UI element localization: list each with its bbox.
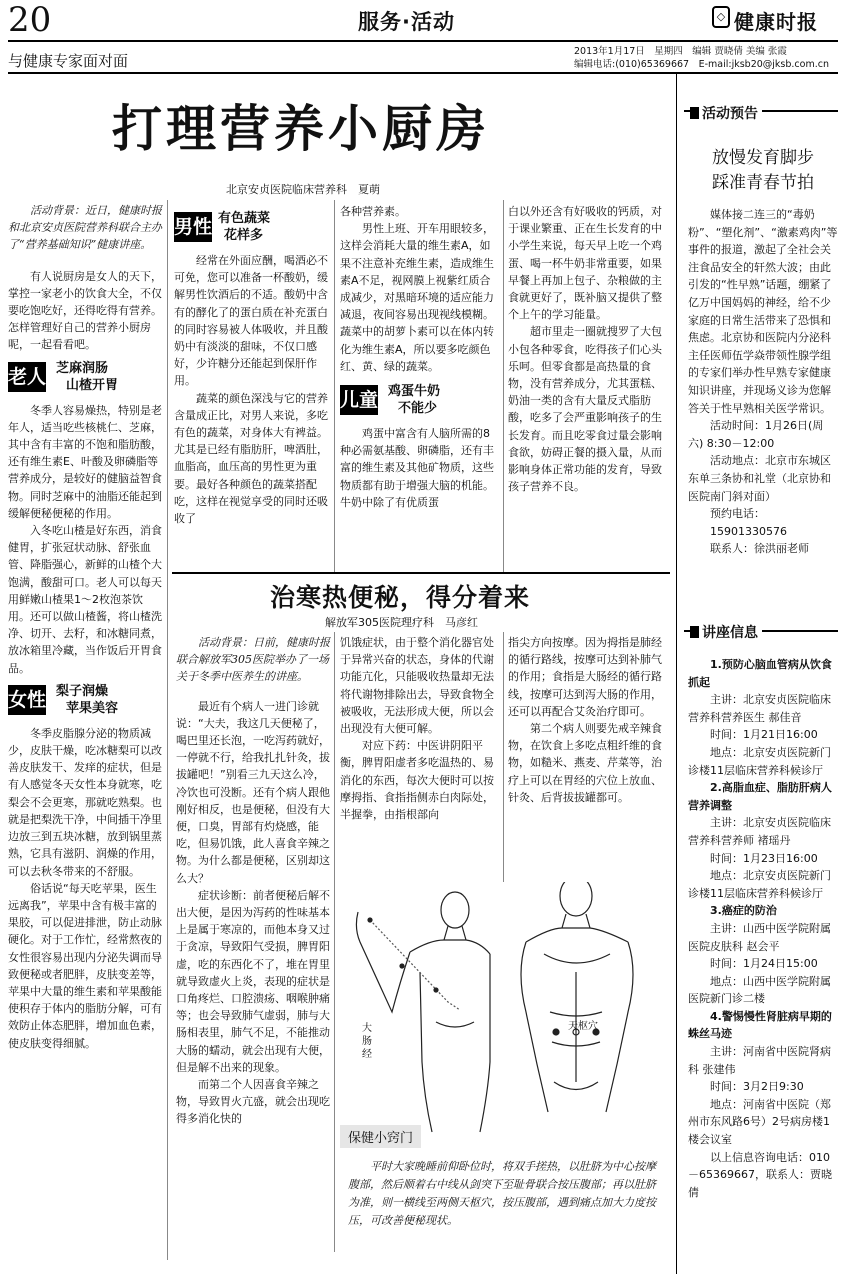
lecture-place: 地点：北京安贞医院新门诊楼11层临床营养科候诊厅: [688, 745, 831, 777]
paragraph: 有人说厨房是女人的天下，掌控一家老小的饮食大全，不仅要吃饱吃好，还得吃得有营养。怎样管理好自己的营养小厨房呢，一起看看吧。: [8, 269, 162, 352]
paragraph: 冬季皮脂腺分泌的物质减少，皮肤干燥，吃冰糖梨可以改善皮肤发干、发痒的症状，但是有人感觉冬天女性本身就寒，吃梨会不会更寒，那就吃熟梨。也就是把梨洗干净，中间插干净里边放三到五块冰糖，放到锅里蒸熟，它具有滋阴、润燥的作用，可以去秋冬带来的不舒服。: [8, 726, 162, 878]
paragraph: 指尖方向按摩。因为拇指是肺经的循行路线，按摩可达到补肺气的作用；食指是大肠经的循行路线，按摩可达到泻大肠的作用，还可以再配合艾灸治疗即可。: [508, 636, 662, 718]
lecture-speaker: 主讲：山西中医学院附属医院皮肤科 赵会平: [688, 921, 831, 953]
paragraph: 俗话说“每天吃苹果，医生远离我”，苹果中含有极丰富的果胶，可以促进排泄，防止动脉硬化。对于工作忙，经常熬夜的女性很容易出现内分泌失调而导致便秘或者肥胖，皮肤变差等，苹果中大量的维生素和苹果酸能使积存于体内的脂肪分解，可有效防止体态肥胖，增加血色素，使皮肤变得细腻。: [8, 881, 162, 1050]
lecture-title: 3.癌症的防治: [710, 904, 777, 918]
section-label: 讲座信息: [702, 625, 758, 641]
square-bullet-icon: [690, 626, 699, 638]
logo-icon: ◇: [712, 6, 730, 28]
article1-byline: 北京安贞医院临床营养科 夏萌: [226, 183, 380, 196]
lecture-time: 时间：1月24日15:00: [710, 957, 818, 971]
lecture-place: 地点：北京安贞医院新门诊楼11层临床营养科候诊厅: [688, 869, 831, 900]
lecture-time: 时间：1月21日16:00: [710, 728, 818, 742]
phone-number: 15901330576: [710, 524, 787, 538]
sidebar-event: [688, 206, 838, 558]
article2-intro: 活动背景：日前，健康时报联合解放军305医院举办了一场关于冬季中医养生的讲座。: [176, 636, 330, 684]
article1-intro: 活动背景：近日，健康时报和北京安贞医院营养科联合主办了“营养基础知识”健康讲座。: [8, 204, 162, 252]
event-time: 活动时间：1月26日(周六) 8:30－12:00: [688, 419, 824, 450]
tip-box: [340, 1125, 670, 1265]
paragraph: 入冬吃山楂是好东西，消食健胃，扩张冠状动脉、舒张血管、降脂强心，新鲜的山楂个大饱满，酸甜可口。老人可以每天用鲜嫩山楂果1～2枚泡茶饮用。还可以做山楂酱，将山楂洗净、切开、去籽，和冰糖同煮，放冰箱里冷藏，当作饭后开胃食品。: [8, 524, 162, 675]
paragraph: 而第二个人因喜食辛辣之物，导致胃火亢盛，就会出现吃得多消化快的: [176, 1078, 330, 1126]
sidebar-divider: [676, 74, 677, 1274]
subhead-line: 芝麻润肠: [56, 360, 109, 376]
section-title: 服务·活动: [358, 10, 455, 34]
tip-box-title: 保健小窍门: [340, 1125, 421, 1148]
paragraph: 各种营养素。: [340, 205, 406, 218]
inquiry-footer: 以上信息咨询电话：010－65369667，联系人：贾晓倩: [688, 1150, 832, 1199]
paragraph: 对应下药：中医讲阴阳平衡，脾胃阳虚者多吃温热的、易消化的东西，每次大便时可以按摩拇指、食指指侧赤白肉际处，半握拳，由指根部向: [340, 739, 494, 822]
subhead-line: 鸡蛋牛奶: [388, 384, 441, 400]
article2-byline: 解放军305医院理疗科 马彦红: [325, 616, 478, 629]
tag-badge: 女性: [8, 685, 46, 715]
sidebar-section-events: [690, 103, 762, 123]
headline-line: 踩准青春节拍: [712, 173, 814, 193]
column-title: 与健康专家面对面: [8, 52, 129, 70]
contact-line: 编辑电话:(010)65369667 E-mail:jksb20@jksb.com.cn: [574, 59, 829, 70]
event-place: 活动地点：北京市东城区东单三条协和礼堂（北京协和医院南门斜对面）: [688, 454, 831, 503]
figure-label: 大肠经: [362, 1023, 372, 1060]
paragraph: 男性上班、开车用眼较多，这样会消耗大量的维生素A，如果不注意补充维生素，造成维生素A不足，视网膜上视紫红质合成减少，对黑暗环境的适应能力减退，夜间容易出现视线模糊。蔬菜中的胡萝卜素可以在体内转化为维生素A，所以要多吃颜色红、黄、绿的蔬菜。: [340, 222, 494, 373]
subhead-line: 山楂开胃: [66, 377, 119, 393]
article2-column-3: [508, 634, 668, 806]
subhead-line: 苹果美容: [66, 700, 119, 716]
column-divider: [503, 200, 504, 572]
lecture-item: [688, 902, 838, 1008]
article-divider: [172, 572, 670, 574]
paragraph: 媒体接二连三的“毒奶粉”、“塑化剂”、“激素鸡肉”等事件的报道，激起了全社会关注食品安全的轩然大波；由此引发的“性早熟”话题，绷紧了亿万中国妈妈的神经，给不少家庭的日常生活带来了恐惧和焦虑。北京协和医院内分泌科主任医师伍学焱带领性腺学组的专家们举办性早熟专家健康知识讲座，并现场义诊为您解答关于性早熟相关医学常识。: [688, 208, 838, 415]
lecture-item: [688, 1008, 838, 1149]
lecture-place: 地点：河南省中医院（郑州市东风路6号）2号病房楼1楼会议室: [688, 1097, 831, 1147]
page-number: 20: [8, 0, 52, 40]
subhead-line: 花样多: [224, 228, 264, 243]
figure-label: 天枢穴: [568, 1021, 598, 1032]
headline-line: 放慢发育脚步: [712, 148, 814, 168]
paragraph: 蔬菜的颜色深浅与它的营养含量成正比，对男人来说，多吃有色的蔬菜，对身体大有裨益。尤其是已经有脂肪肝，啤酒肚，血脂高，血压高的男性更为重要。最好各种颜色的蔬菜搭配吃，这样在视觉享受的同时还吸收了: [174, 391, 328, 526]
body-diagram-svg: [340, 882, 670, 1138]
article2-title: 治寒热便秘，得分着来: [270, 583, 531, 612]
square-bullet-icon: [690, 107, 699, 119]
section-label: 活动预告: [702, 106, 758, 122]
lecture-item: [688, 779, 838, 902]
subhead-women: [8, 683, 164, 717]
acupoint-illustration: [340, 882, 670, 1138]
column-divider: [167, 200, 168, 1260]
header-rule-bottom: [8, 72, 838, 74]
tip-box-text: 平时大家晚睡前仰卧位时，将双手搓热，以肚脐为中心按摩腹部，然后顺着右中线从剑突下至耻骨联合按压腹部；再以肚脐为准，则一横线至两侧天枢穴，按压腹部，遇到痛点加大力度按压，可改善便秘现状。: [348, 1160, 656, 1227]
phone-label: 预约电话：: [710, 507, 765, 521]
article1-column-4: [508, 203, 668, 495]
subhead-line: 梨子润燥: [56, 683, 109, 699]
header-rule: [8, 40, 838, 42]
lecture-item: [688, 656, 838, 779]
lecture-title: 2.高脂血症、脂肪肝病人营养调整: [688, 781, 832, 812]
contact-person: 联系人：徐洪丽老师: [710, 542, 809, 556]
lecture-time: 时间：1月23日16:00: [710, 851, 818, 865]
column-divider: [334, 632, 335, 1252]
paragraph: 冬季人容易燥热，特别是老年人，适当吃些核桃仁、芝麻，其中含有丰富的不饱和脂肪酸，还有维生素E、叶酸及卵磷脂等营养成分，是较好的健脑益智食物。同时芝麻中的油脂还能起到缓解便秘便秘的作用。: [8, 403, 162, 520]
subhead-children: [340, 383, 500, 417]
column-divider: [503, 632, 504, 882]
paragraph: 超市里走一圈就搜罗了大包小包各种零食，吃得孩子们心头乐呵。但零食都是高热量的食物，没有营养成分，尤其蛋糕、奶油一类的含有大量反式脂肪酸，吃多了会严重影响孩子的生长发育。而且吃零食过量会影响食欲，妨碍正餐的摄入量，从而影响身体正常功能的发育，导致孩子营养不良。: [508, 325, 662, 494]
subhead-line: 有色蔬菜: [218, 211, 271, 226]
tag-badge: 老人: [8, 362, 46, 392]
sidebar-section-lectures: [690, 622, 762, 642]
sidebar-headline: [688, 146, 838, 196]
article1-title: 打理营养小厨房: [112, 99, 490, 158]
paragraph: 最近有个病人一进门诊就说：“大夫，我这几天便秘了，喝巴里还长泡，一吃泻药就好，一停就不行，给我扎扎针灸，拔拔罐吧！”别看三九天这么冷，冷饮也可没断。还有个病人跟他刚好相反，也是便秘，但没有大便，口臭，胃部有灼烧感，能吃，但易饥饿，此人喜食辛辣之物。为什么都是便秘，区别却这么大？: [176, 699, 330, 885]
article1-column-3: [340, 203, 500, 511]
subhead-elderly: [8, 360, 164, 394]
lecture-speaker: 主讲：北京安贞医院临床营养科营养师 褚瑶丹: [688, 816, 831, 847]
lecture-place: 地点：山西中医学院附属医院新门诊二楼: [688, 974, 831, 1006]
subhead-men: [174, 210, 332, 244]
paragraph: 鸡蛋中富含有人脑所需的8种必需氨基酸、卵磷脂，还有丰富的维生素及其他矿物质，这些物质都有助于增强大脑的机能。牛奶中除了有优质蛋: [340, 427, 494, 509]
paragraph: 白以外还含有好吸收的钙质，对于课业繁重、正在生长发育的中小学生来说，每天早上吃一个鸡蛋、喝一杯牛奶非常重要，如果早餐上再加上包子、杂粮做的主食就更好了，既补脑又提供了整个上午的学习能量。: [508, 205, 662, 322]
newspaper-logo: 健康时报: [734, 10, 818, 34]
paragraph: 症状诊断：前者便秘后解不出大便，是因为泻药的性味基本上是属于寒凉的，而他本身又过于贪凉，导致阳气受损，脾胃阳虚，吃的东西化不了，堆在胃里就导致虚火上炎，表现的症状是口角疼烂、口腔溃疡、咽喉肿痛等；也会导致肺气虚弱，肺与大肠相表里，肺气不足，不能推动大肠的蠕动，就会出现有大便，但是解不出来的现象。: [176, 888, 330, 1074]
article1-column-1: [8, 202, 164, 1052]
article2-column-1: [176, 634, 330, 1128]
column-divider: [334, 200, 335, 572]
tag-badge: 男性: [174, 212, 212, 242]
date-line: 2013年1月17日 星期四 编辑 贾晓倩 美编 张霞: [574, 46, 787, 57]
lecture-list: [688, 656, 838, 1201]
lecture-title: 1.预防心脑血管病从饮食抓起: [688, 658, 832, 689]
lecture-speaker: 主讲：河南省中医院肾病科 张建伟: [688, 1045, 831, 1076]
lecture-speaker: 主讲：北京安贞医院临床营养科营养医生 郝佳音: [688, 693, 831, 724]
lecture-time: 时间：3月2日9:30: [710, 1080, 804, 1094]
subhead-line: 不能少: [398, 401, 438, 417]
paragraph: 第二个病人则要先戒辛辣食物，在饮食上多吃点粗纤维的食物，如糙米、燕麦、芹菜等，治疗上可以在胃经的穴位上放血、针灸、后背拔拔罐都可。: [508, 722, 662, 804]
paragraph: 经常在外面应酬，喝酒必不可免，您可以准备一杯酸奶，缓解男性饮酒后的不适。酸奶中含有的酵化了的蛋白质在补充蛋白的同时容易被人体吸收，并且酸奶中有淡淡的甜味，不仅口感好，少许糖分还能起到保肝作用。: [174, 254, 328, 388]
tag-badge: 儿童: [340, 385, 378, 415]
paragraph: 饥饿症状，由于整个消化器官处于异常兴奋的状态，身体的代谢功能亢化，只能吸收热量却无法将代谢物排除出去，导致食物全被吸收，无法形成大便，所以会出现没有大便可解。: [340, 636, 494, 736]
article1-column-2: [174, 210, 332, 527]
lecture-title: 4.警惕慢性肾脏病早期的蛛丝马迹: [688, 1009, 832, 1041]
article2-column-2: [340, 634, 500, 823]
